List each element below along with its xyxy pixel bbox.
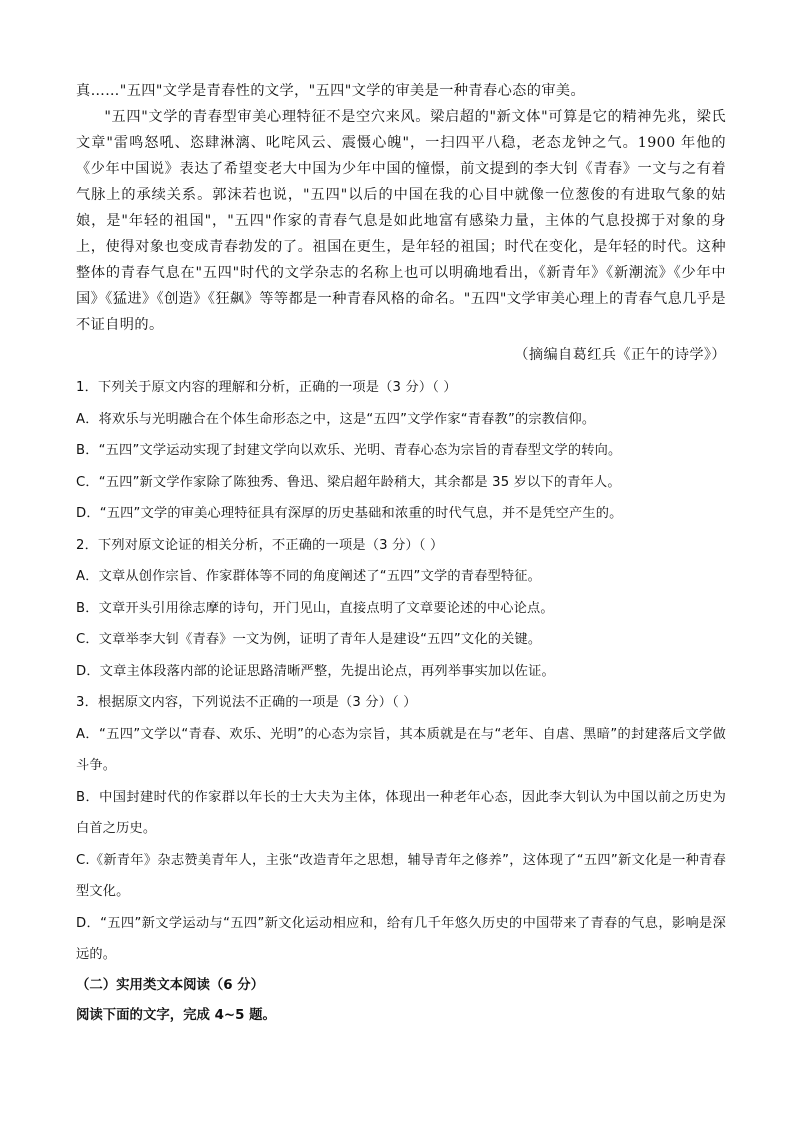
section-2-heading: （二）实用类文本阅读（6 分） (76, 977, 265, 993)
question-1-option-b: B．“五四”文学运动实现了封建文学向以欢乐、光明、青春心态为宗旨的青春型文学的转向。 (76, 443, 622, 458)
question-3-option-b: B．中国封建时代的作家群以年长的士大夫为主体，体现出一种老年心态，因此李大钊认为中国以前之历史为白首之历史。 (76, 789, 726, 836)
question-1-option-a: A．将欢乐与光明融合在个体生命形态之中，这是“五四”文学作家“青春教”的宗教信仰。 (76, 411, 596, 427)
article-source: （摘编自葛红兵《正午的诗学》） (514, 347, 726, 363)
question-1 (76, 372, 726, 530)
question-2 (76, 530, 726, 688)
question-2-stem: 2．下列对原文论证的相关分析，不正确的一项是（3 分）（ ） (76, 537, 444, 553)
question-3-option-a: A．“五四”文学以“青春、欢乐、光明”的心态为宗旨，其本质就是在与“老年、自虐、黑暗”的封建落后文学做斗争。 (76, 726, 726, 773)
question-2-option-a: A．文章从创作宗旨、作家群体等不同的角度阐述了“五四”文学的青春型特征。 (76, 569, 542, 584)
question-1-option-c: C．“五四”新文学作家除了陈独秀、鲁迅、梁启超年龄稍大，其余都是 35 岁以下的青年人。 (76, 474, 621, 490)
question-3-stem: 3．根据原文内容，下列说法不正确的一项是（3 分）（ ） (76, 695, 417, 710)
article-paragraph-1: 真……"五四"文学是青春性的文学，"五四"文学的审美是一种青春心态的审美。 (76, 83, 586, 99)
question-1-stem: 1．下列关于原文内容的理解和分析，正确的一项是（3 分）（ ） (76, 380, 457, 395)
question-3 (76, 687, 726, 971)
article-paragraph-2: "五四"文学的青春型审美心理特征不是空穴来风。梁启超的"新文体"可算是它的精神先兆，梁氏文章"雷鸣怒吼、恣肆淋漓、叱咤风云、震慑心魄"，一扫四平八稳，老态龙钟之气。1900 年他的《少年中国说》表达了希望变老大中国为少年中国的憧憬，前文提到的李大钊《青春》一文与之有着气脉上的承续关系。郭沫若也说，"五四"以后的中国在我的心目中就像一位葱俊的有进取气象的姑娘，是"年轻的祖国"，"五四"作家的青春气息是如此地富有感染力量，主体的气息投掷于对象的身上，使得对象也变成青春勃发的了。祖国在更生，是年轻的祖国；时代在变化，是年轻的时代。这种整体的青春气息在"五四"时代的文学杂志的名称上也可以明确地看出，《新青年》《新潮流》《少年中国》《猛进》《创造》《狂飙》等等都是一种青春风格的命名。"五四"文学审美心理上的青春气息几乎是不证自明的。 (76, 109, 726, 333)
section-2-instruction: 阅读下面的文字，完成 4~5 题。 (76, 1007, 276, 1023)
question-3-option-c: C.《新青年》杂志赞美青年人，主张“改造青年之思想，辅导青年之修养”，这体现了“五四”新文化是一种青春型文化。 (76, 852, 726, 899)
question-2-option-b: B．文章开头引用徐志摩的诗句，开门见山，直接点明了文章要论述的中心论点。 (76, 600, 554, 616)
question-3-option-d: D．“五四”新文学运动与“五四”新文化运动相应和，给有几千年悠久历史的中国带来了青春的气息，影响是深远的。 (76, 915, 726, 962)
document-page (76, 78, 726, 1031)
question-2-option-c: C．文章举李大钊《青春》一文为例，证明了青年人是建设“五四”文化的关键。 (76, 632, 542, 647)
question-1-option-d: D．“五四”文学的审美心理特征具有深厚的历史基础和浓重的时代气息，并不是凭空产生的。 (76, 506, 623, 521)
question-2-option-d: D．文章主体段落内部的论证思路清晰严整，先提出论点，再列举事实加以佐证。 (76, 663, 555, 679)
